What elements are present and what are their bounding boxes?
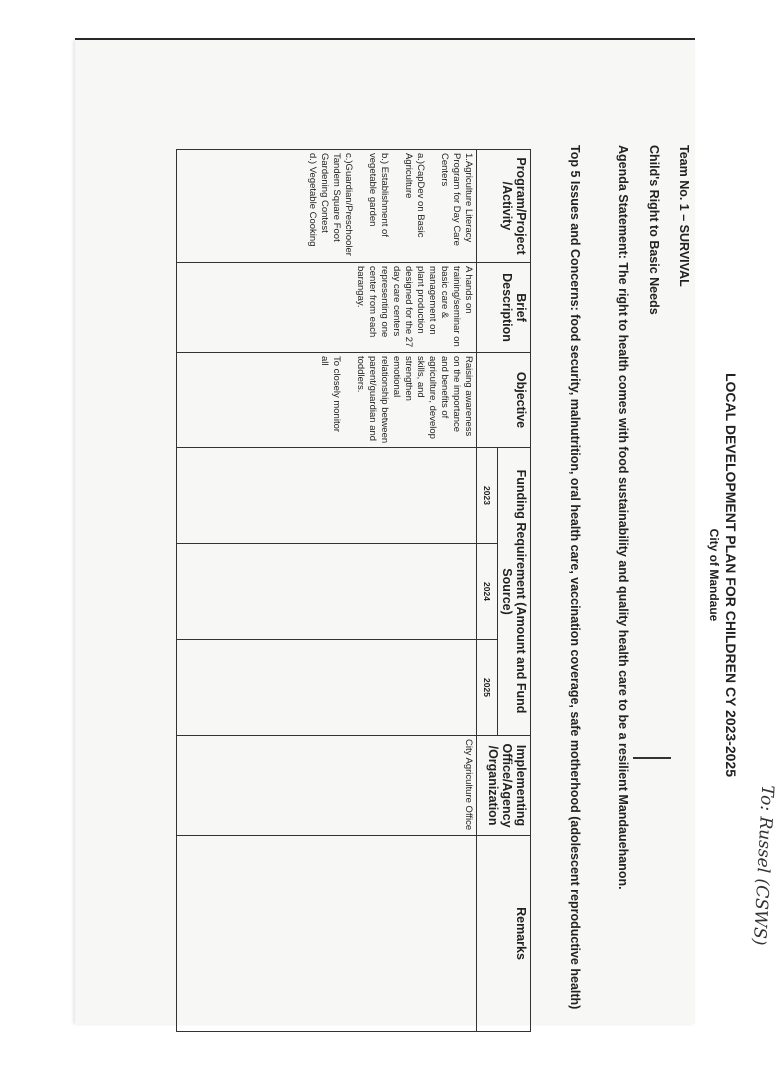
child-right-label: Child's Right to Basic Needs [647,145,661,315]
table-row [177,150,477,1032]
description-cell: A hands on training/seminar on basic care & management on plant production designed for the 27 day care centers representing one center from each barangay. [177,263,477,353]
remarks-cell [177,836,477,1032]
issues-text: food security, malnutrition, oral health care, vaccination coverage, safe motherhood (adolescent reproductive health) [568,314,582,1010]
rotated-content [141,85,777,1065]
agenda-text: The right to health comes with food sustainability and quality health care to be a resilient Mandauehanon. [616,262,630,890]
issues-label: Top 5 Issues and Concerns: [568,145,582,311]
year-2024-header: 2024 [477,544,498,640]
remarks-header: Remarks [477,836,531,1032]
objective-header: Objective [477,353,531,448]
document-title: LOCAL DEVELOPMENT PLAN FOR CHILDREN CY 2023-2025 [723,372,739,777]
agenda-statement [615,145,631,1005]
year-2025-header: 2025 [477,640,498,736]
document-subtitle: City of Mandaue [707,528,721,622]
fund-2024-cell [177,544,477,640]
fund-2023-cell [177,448,477,544]
header-row [498,150,531,1032]
program-cell: 1.Agriculture Literacy Program for Day Care Centers a.)CapDev on Basic Agriculture b.) Establishment of vegetable garden c.)Guardian/Preschooler Tandem Square Foot Gardening Contest d.) Vegetable Cooking [177,150,477,263]
implementing-header: Implementing Office/Agency /Organization [477,736,531,836]
pen-mark [633,757,671,759]
document-page [75,40,777,1024]
funding-header: Funding Requirement (Amount and Fund Source) [498,448,531,736]
program-header: Program/Project /Activity [477,150,531,263]
implementing-cell: City Agriculture Office [177,736,477,836]
team-label: Team No. 1 – SURVIVAL [677,145,691,287]
handwritten-note: To: Russel (CSWS) [748,784,777,946]
objective-cell: Raising awareness on the importance and benefits of agriculture, develop skills, and strengthen emotional relationship between parent/guardian and toddlers. To closely monitor all [177,353,477,448]
issues-statement [567,145,583,1025]
year-2023-header: 2023 [477,448,498,544]
plan-table [176,149,531,1032]
agenda-label: Agenda Statement: [616,145,630,259]
fund-2025-cell [177,640,477,736]
description-header: Brief Description [477,263,531,353]
